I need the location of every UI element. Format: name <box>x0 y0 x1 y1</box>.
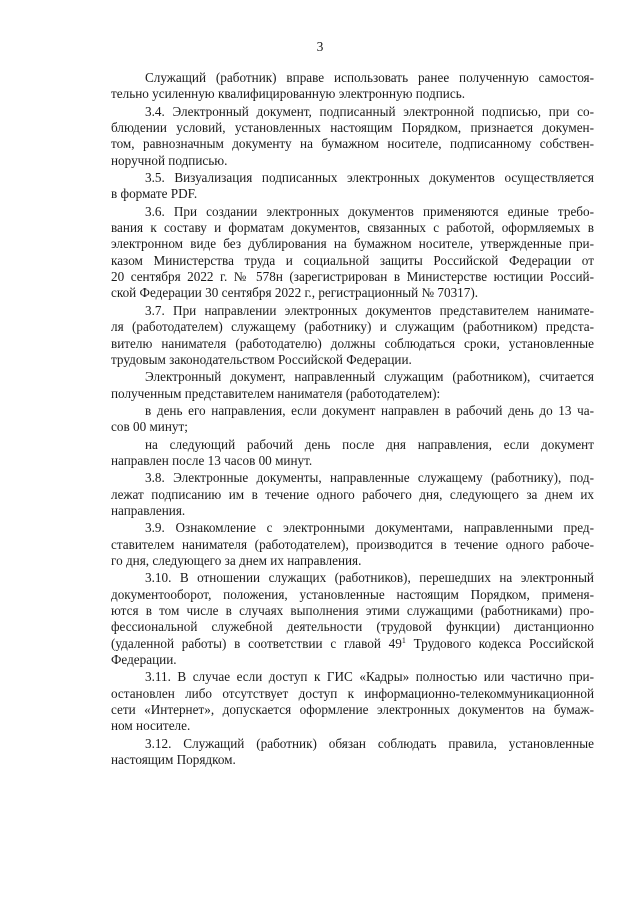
text-line: 3.9. Ознакомление с электронными документами, направленными пред- <box>145 520 594 536</box>
text-line: казом Министерства труда и социальной защиты Российской Федерации от <box>111 252 594 268</box>
chapter-superscript: 1 <box>401 635 406 645</box>
paragraph <box>111 437 594 470</box>
text-line: том, равнозначным документу на бумажном носителе, подписанному собствен- <box>111 136 594 152</box>
text-line: электронном виде без дублирования на бумажном носителе, утвержденные при- <box>111 236 594 252</box>
text-line: ном носителе. <box>111 718 191 734</box>
paragraph <box>111 520 594 569</box>
text-line: вителю нанимателя (работодателю) должны соблюдаться сроки, установленные <box>111 335 594 351</box>
text-line: ставителем нанимателя (работодателем), производится в течение одного рабоче- <box>111 536 594 552</box>
text-line: 3.10. В отношении служащих (работников), перешедших на электронный <box>145 570 594 586</box>
paragraph <box>111 170 594 203</box>
text-line: ются в том числе в случаях выполнения этими служащими (работниками) про- <box>111 603 594 618</box>
text-line: направлен после 13 часов 00 минут. <box>111 452 313 468</box>
text-line: полученным представителем нанимателя (работодателем): <box>111 385 441 401</box>
text-line: документооборот, положения, установленные настоящим Порядком, применя- <box>111 586 594 602</box>
text-line: в формате PDF. <box>111 186 198 202</box>
text-line: настоящим Порядком. <box>111 752 236 768</box>
paragraph <box>111 303 594 368</box>
text-line: 3.11. В случае если доступ к ГИС «Кадры» полностью или частично при- <box>145 669 594 685</box>
text-line: ской Федерации 30 сентября 2022 г., регистрационный № 70317). <box>111 285 479 301</box>
text-line: в день его направления, если документ направлен в рабочий день до 13 ча- <box>145 402 594 418</box>
paragraph <box>111 104 594 169</box>
text-line: сети «Интернет», допускается оформление электронных документов на бумаж- <box>111 702 594 718</box>
paragraph <box>111 570 594 668</box>
text-line: Служащий (работник) вправе использовать ранее полученную самостоя- <box>145 70 594 85</box>
document-body <box>111 70 594 769</box>
text-line: вания к составу и форматам документов, связанных с работой, оформляемых в <box>111 220 594 236</box>
text-line: 3.6. При создании электронных документов применяются единые требо- <box>145 203 594 219</box>
paragraph <box>111 669 594 734</box>
text-line: трудовым законодательством Российской Федерации. <box>111 351 412 367</box>
text-line: 3.4. Электронный документ, подписанный электронной подписью, при со- <box>145 103 594 119</box>
text-line: тельно усиленную квалифицированную электронную подпись. <box>111 86 466 102</box>
text-line: 3.7. При направлении электронных документов представителем нанимате- <box>145 302 594 318</box>
text-line: Федерации. <box>111 652 177 668</box>
page-number: 3 <box>316 39 324 54</box>
paragraph <box>111 369 594 402</box>
text-line: го дня, следующего за днем их направления. <box>111 552 362 568</box>
paragraph <box>111 736 594 769</box>
text-line: направления. <box>111 502 186 518</box>
text-line: 3.12. Служащий (работник) обязан соблюдать правила, установленные <box>145 735 594 751</box>
text-line: лежат подписанию им в течение одного рабочего дня, следующего за днем их <box>111 486 594 502</box>
text-line: (удаленной работы) в соответствии с главой $49^1$ Трудового кодекса Российской <box>111 635 594 651</box>
paragraph <box>111 403 594 436</box>
text-line: 3.5. Визуализация подписанных электронных документов осуществляется <box>145 170 594 186</box>
text-line: норучной подписью. <box>111 152 228 168</box>
text-line: фессиональной служебной деятельности (трудовой функции) дистанционно <box>111 619 594 635</box>
text-line: Электронный документ, направленный служащим (работником), считается <box>145 369 594 385</box>
paragraph <box>111 204 594 302</box>
text-line: блюдении условий, установленных настоящим Порядком, признается докумен- <box>111 120 594 136</box>
text-line: на следующий рабочий день после дня направления, если документ <box>145 436 594 452</box>
paragraph <box>111 470 594 519</box>
text-line: 3.8. Электронные документы, направленные служащему (работнику), под- <box>145 470 594 486</box>
text-line: ля (работодателем) служащему (работнику) и служащим (работником) предста- <box>111 319 594 335</box>
text-line: сов 00 минут; <box>111 419 188 435</box>
text-line: остановлен либо отсутствует доступ к информационно-телекоммуникационной <box>111 685 594 701</box>
text-line: 20 сентября 2022 г. № 578н (зарегистрирован в Министерстве юстиции Россий- <box>111 269 594 285</box>
paragraph <box>111 70 594 103</box>
